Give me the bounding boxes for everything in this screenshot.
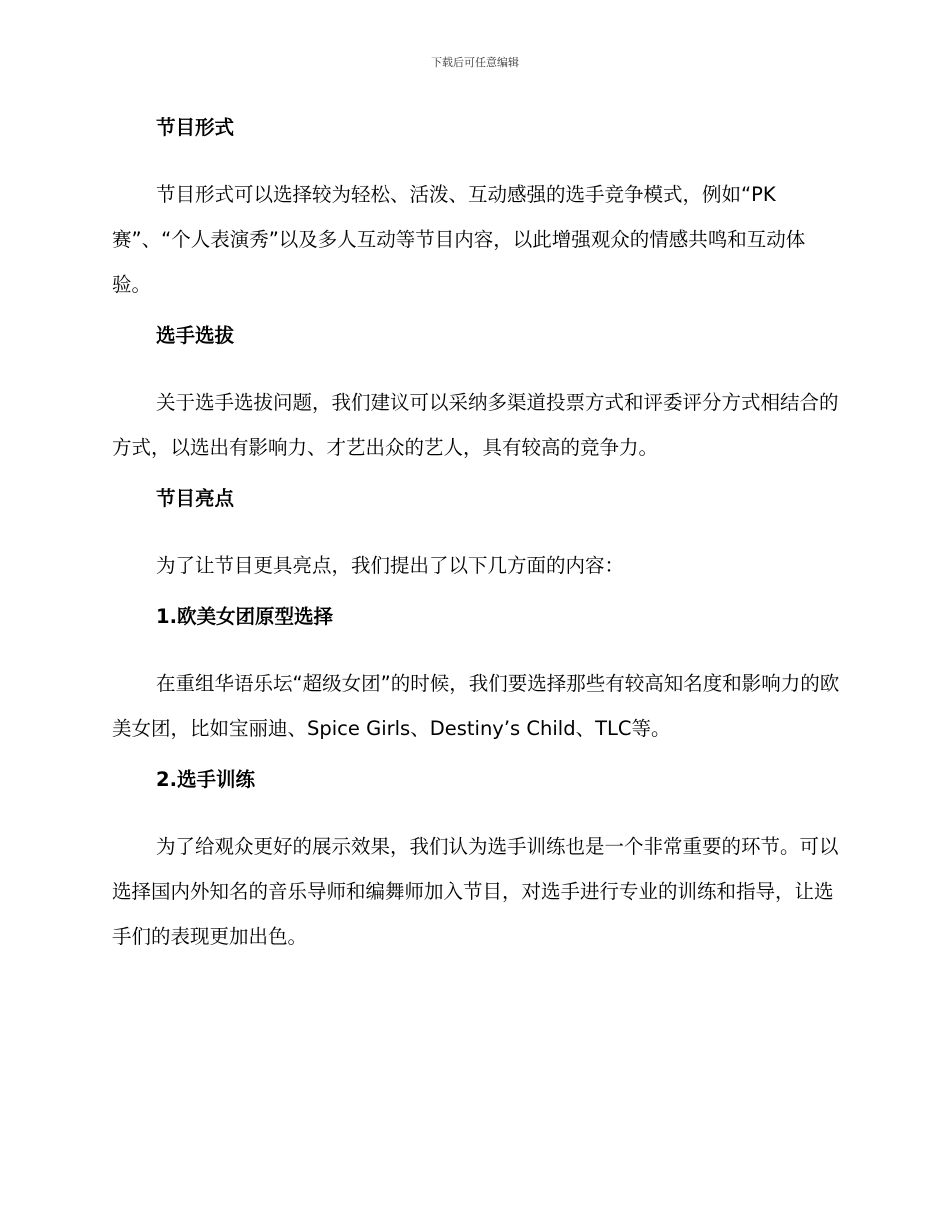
page-header: 下载后可任意编辑 xyxy=(431,56,519,69)
section-heading-girl-group-prototype: 1.欧美女团原型选择 xyxy=(156,605,333,628)
paragraph-contestant-selection: 关于选手选拔问题，我们建议可以采纳多渠道投票方式和评委评分方式相结合的方式，以选出有影响力、才艺出众的艺人，具有较高的竞争力。 xyxy=(112,391,839,459)
section-heading-program-highlights: 节目亮点 xyxy=(156,487,235,510)
section-heading-contestant-training: 2.选手训练 xyxy=(156,768,255,791)
paragraph-girl-group-prototype: 在重组华语乐坛“超级女团”的时候，我们要选择那些有较高知名度和影响力的欧美女团，比如宝丽迪、Spice Girls、Destiny’s Child、TLC等。 xyxy=(112,672,840,740)
section-heading-contestant-selection: 选手选拔 xyxy=(156,324,235,347)
section-heading-program-format: 节目形式 xyxy=(156,116,235,139)
document-body xyxy=(112,112,840,969)
paragraph-program-format: 节目形式可以选择较为轻松、活泼、互动感强的选手竞争模式，例如“PK赛”、“个人表演秀”以及多人互动等节目内容，以此增强观众的情感共鸣和互动体验。 xyxy=(112,183,806,296)
paragraph-program-highlights: 为了让节目更具亮点，我们提出了以下几方面的内容： xyxy=(156,554,625,577)
paragraph-contestant-training: 为了给观众更好的展示效果，我们认为选手训练也是一个非常重要的环节。可以选择国内外知名的音乐导师和编舞师加入节目，对选手进行专业的训练和指导，让选手们的表现更加出色。 xyxy=(112,835,839,948)
